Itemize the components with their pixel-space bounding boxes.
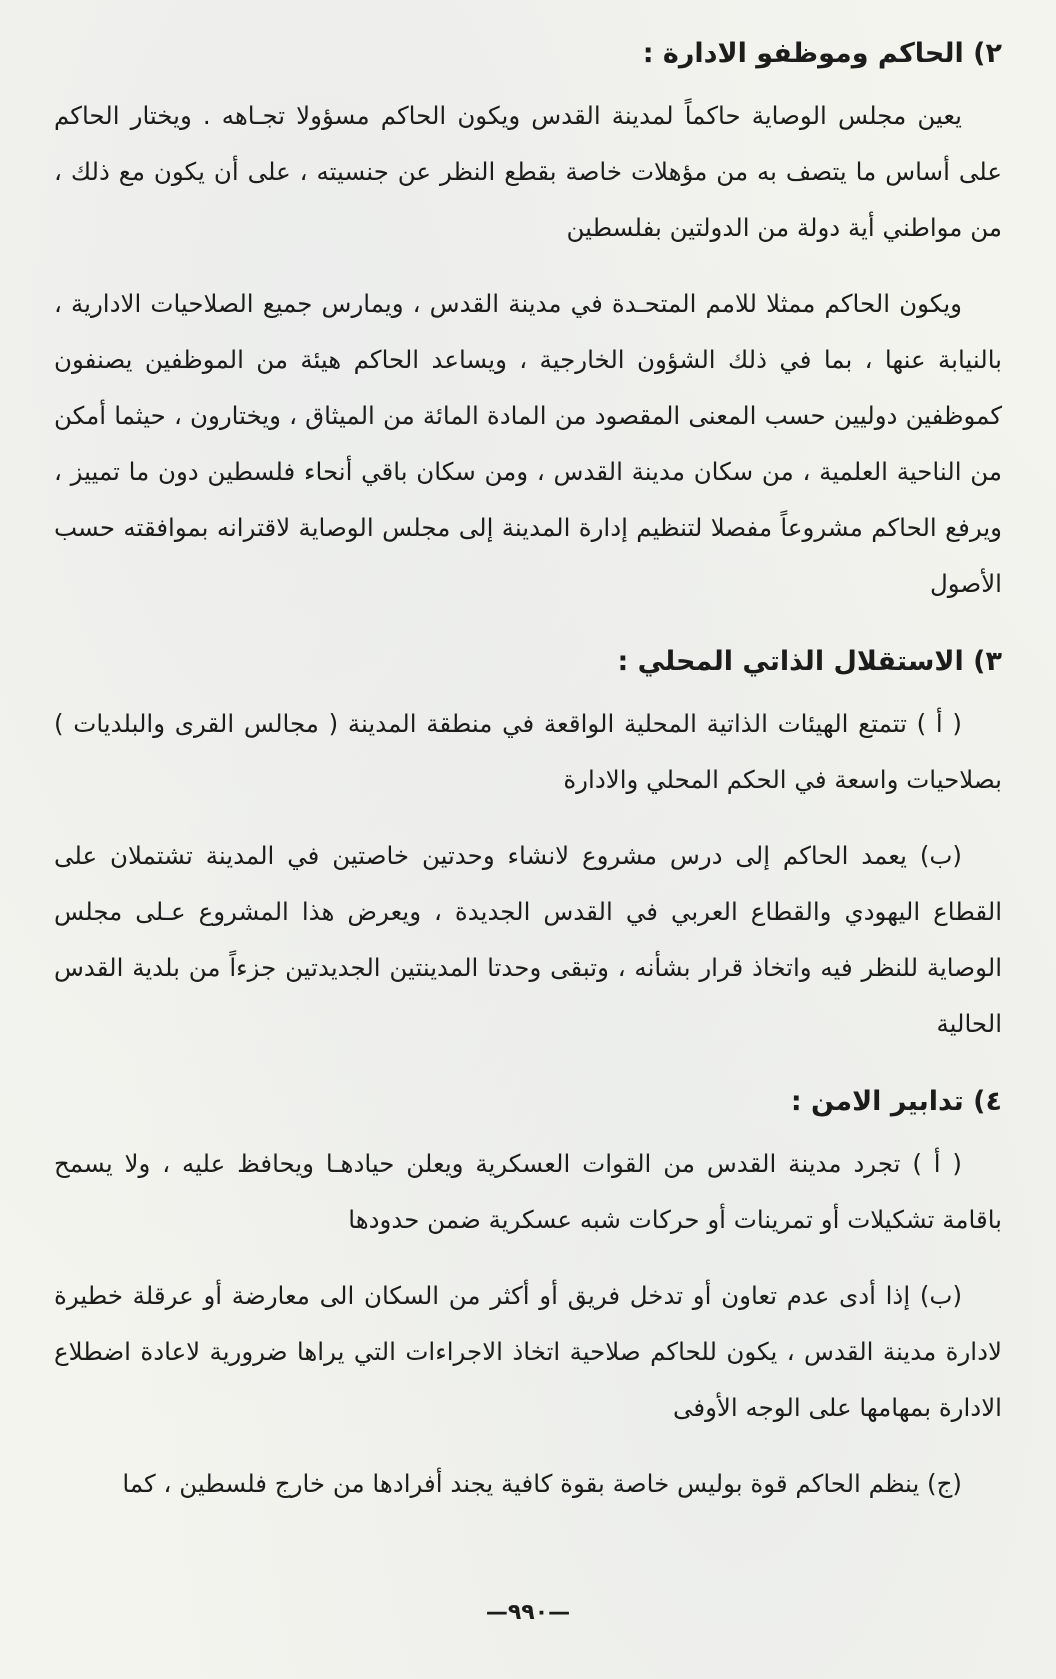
section-4-paragraph-a: ( أ ) تجرد مدينة القدس من القوات العسكرية ويعلن حيادهـا ويحافظ عليه ، ولا يسمح باقامة تشكيلات أو تمرينات أو حركات شبه عسكرية ضمن حدودها bbox=[54, 1149, 1002, 1234]
section-4-paragraph-b: (ب) إذا أدى عدم تعاون أو تدخل فريق أو أكثر من السكان الى معارضة أو عرقلة خطيرة لادارة مدينة القدس ، يكون للحاكم صلاحية اتخاذ الاجراءات التي يراها ضرورية لاعادة اضطلاع الادارة بمهامها على الوجه الأوفى bbox=[54, 1281, 1002, 1422]
section-2-paragraph-2: ويكون الحاكم ممثلا للامم المتحـدة في مدينة القدس ، ويمارس جميع الصلاحيات الادارية ، بالنيابة عنها ، بما في ذلك الشؤون الخارجية ، ويساعد الحاكم هيئة من الموظفين يصنفون كموظفين دوليين حسب المعنى المقصود من المادة المائة من الميثاق ، ويختارون ، حيثما أمكن من الناحية العلمية ، من سكان مدينة القدس ، ومن سكان باقي أنحاء فلسطين دون ما تمييز ، ويرفع الحاكم مشروعاً مفصلا لتنظيم إدارة المدينة إلى مجلس الوصاية لاقترانه بموافقته حسب الأصول bbox=[54, 289, 1002, 598]
section-2-paragraph-1: يعين مجلس الوصاية حاكماً لمدينة القدس ويكون الحاكم مسؤولا تجـاهه . ويختار الحاكم على أساس ما يتصف به من مؤهلات خاصة بقطع النظر عن جنسيته ، على أن يكون مع ذلك ، من مواطني أية دولة من الدولتين بفلسطين bbox=[54, 101, 1002, 242]
section-2-heading: ٢) الحاكم وموظفو الادارة : bbox=[642, 38, 1002, 69]
spacer bbox=[54, 622, 1002, 642]
spacer bbox=[54, 1446, 1002, 1456]
spacer bbox=[54, 266, 1002, 276]
spacer bbox=[54, 818, 1002, 828]
spacer bbox=[54, 1062, 1002, 1082]
section-4-paragraph-c: (ج) ينظم الحاكم قوة بوليس خاصة بقوة كافية يجند أفرادها من خارج فلسطين ، كما bbox=[122, 1469, 962, 1498]
section-4-heading: ٤) تدابير الامن : bbox=[790, 1086, 1002, 1117]
section-3-paragraph-b: (ب) يعمد الحاكم إلى درس مشروع لانشاء وحدتين خاصتين في المدينة تشتملان على القطاع اليهودي والقطاع العربي في القدس الجديدة ، ويعرض هذا المشروع عـلى مجلس الوصاية للنظر فيه واتخاذ قرار بشأنه ، وتبقى وحدتا المدينتين الجديدتين جزءاً من بلدية القدس الحالية bbox=[54, 841, 1002, 1038]
section-3-heading: ٣) الاستقلال الذاتي المحلي : bbox=[617, 646, 1002, 677]
section-3-paragraph-a: ( أ ) تتمتع الهيئات الذاتية المحلية الواقعة في منطقة المدينة ( مجالس القرى والبلديات ) بصلاحيات واسعة في الحكم المحلي والادارة bbox=[54, 709, 1002, 794]
spacer bbox=[54, 1258, 1002, 1268]
page-number: —٩٩٠— bbox=[485, 1600, 571, 1625]
